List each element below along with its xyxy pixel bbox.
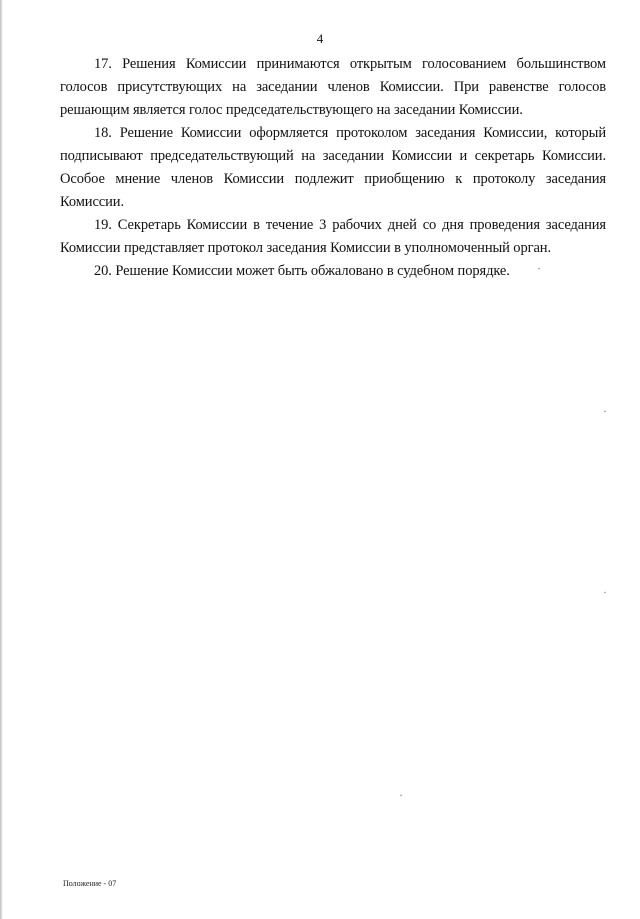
scan-speck (400, 795, 402, 797)
scan-speck (604, 592, 606, 594)
paragraph-18: 18. Решение Комиссии оформляется протоколом заседания Комиссии, который подписывают председательствующий на заседании Комиссии и секретарь Комиссии. Особое мнение членов Комиссии подлежит приобщению к протоколу заседания Комиссии. (60, 125, 606, 210)
paragraph-20: 20. Решение Комиссии может быть обжаловано в судебном порядке. (94, 263, 510, 279)
scan-edge-shadow (0, 0, 3, 919)
page-number: 4 (316, 31, 324, 46)
scan-speck (604, 411, 606, 413)
paragraph-17: 17. Решения Комиссии принимаются открытым голосованием большинством голосов присутствующих на заседании членов Комиссии. При равенстве голосов решающим является голос председательствующего на заседании Комиссии. (60, 56, 606, 118)
paragraph-19: 19. Секретарь Комиссии в течение 3 рабочих дней со дня проведения заседания Комиссии представляет протокол заседания Комиссии в уполномоченный орган. (60, 217, 606, 256)
document-body (60, 53, 606, 283)
document-footer-code: Положение - 07 (63, 879, 117, 888)
